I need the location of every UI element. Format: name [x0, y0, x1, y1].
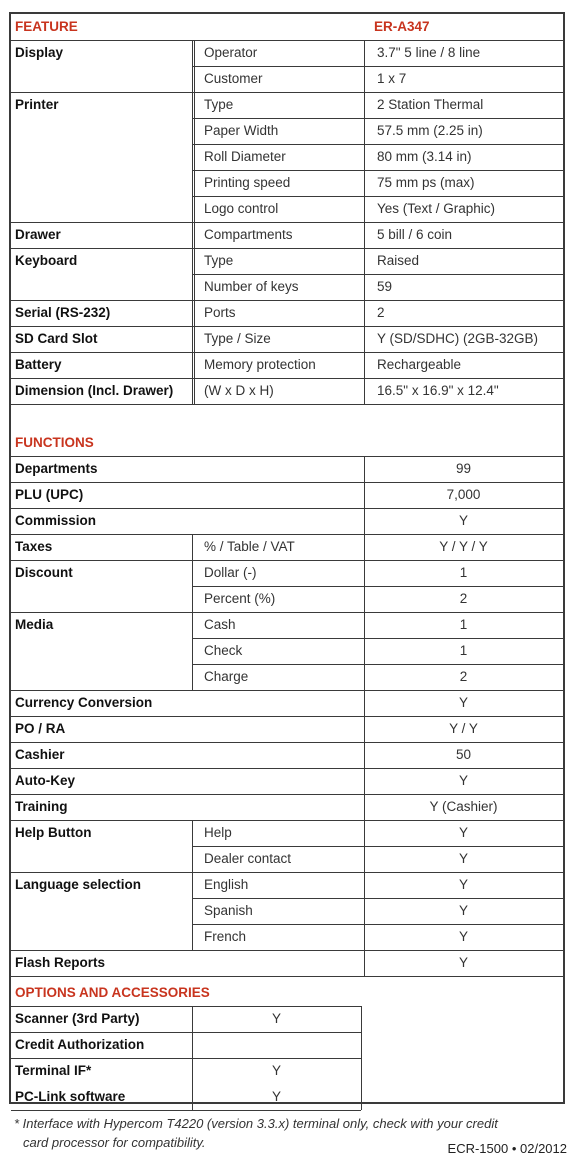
function-attribute: Percent (%): [204, 591, 276, 606]
function-value: Y / Y: [449, 721, 478, 736]
spec-attribute: (W x D x H): [204, 383, 274, 398]
feature-header-label: FEATURE: [15, 19, 78, 34]
row-divider: [192, 664, 563, 665]
column-divider: [364, 612, 365, 690]
function-name: Media: [15, 617, 54, 632]
function-attribute: Charge: [204, 669, 249, 684]
function-name: Discount: [15, 565, 73, 580]
column-divider: [192, 1006, 193, 1110]
column-divider: [364, 768, 365, 794]
row-divider: [192, 898, 563, 899]
function-name: Auto-Key: [15, 773, 75, 788]
function-value: Y: [458, 955, 468, 970]
function-name: Taxes: [15, 539, 53, 554]
spec-value: Yes (Text / Graphic): [377, 201, 496, 216]
functions-header: FUNCTIONS: [15, 435, 94, 450]
spec-feature-name: SD Card Slot: [15, 331, 98, 346]
column-divider: [364, 742, 365, 768]
column-divider: [364, 950, 365, 976]
column-divider: [364, 40, 365, 404]
function-value: 99: [455, 461, 472, 476]
spec-attribute: Memory protection: [204, 357, 316, 372]
function-name: Training: [15, 799, 68, 814]
spec-value: Rechargeable: [377, 357, 462, 372]
function-attribute: Help: [204, 825, 232, 840]
spec-attribute: Roll Diameter: [204, 149, 286, 164]
spec-value: 2 Station Thermal: [377, 97, 484, 112]
spec-value: 5 bill / 6 coin: [377, 227, 453, 242]
option-name: PC-Link software: [15, 1089, 126, 1104]
function-name: Flash Reports: [15, 955, 106, 970]
function-attribute: Cash: [204, 617, 236, 632]
column-divider: [194, 40, 195, 404]
spec-feature-name: Display: [15, 45, 64, 60]
column-divider: [364, 820, 365, 872]
spec-value: 80 mm (3.14 in): [377, 149, 472, 164]
function-name: PO / RA: [15, 721, 66, 736]
column-divider: [364, 456, 365, 482]
function-name: Currency Conversion: [15, 695, 153, 710]
row-divider: [192, 924, 563, 925]
function-attribute: Dealer contact: [204, 851, 292, 866]
spec-value: 3.7" 5 line / 8 line: [377, 45, 481, 60]
function-value: Y: [458, 903, 468, 918]
spec-attribute: Ports: [204, 305, 236, 320]
spec-value: 75 mm ps (max): [377, 175, 475, 190]
spec-attribute: Customer: [204, 71, 263, 86]
document-code: ECR-1500 • 02/2012: [447, 1141, 567, 1156]
option-value: Y: [271, 1011, 281, 1026]
function-value: Y: [458, 877, 468, 892]
spec-attribute: Type: [204, 253, 234, 268]
spec-attribute: Paper Width: [204, 123, 279, 138]
spec-value: 59: [377, 279, 393, 294]
column-divider: [192, 534, 193, 560]
function-attribute: Check: [204, 643, 243, 658]
function-value: 2: [459, 591, 468, 606]
feature-header-model: ER-A347: [374, 19, 430, 34]
option-value: Y: [271, 1089, 281, 1104]
spec-value: Y (SD/SDHC) (2GB-32GB): [377, 331, 539, 346]
option-value: [192, 1032, 361, 1058]
function-value: Y / Y / Y: [439, 539, 488, 554]
column-divider: [192, 612, 193, 690]
spec-attribute: Type / Size: [204, 331, 271, 346]
row-divider: [192, 586, 563, 587]
function-attribute: % / Table / VAT: [204, 539, 295, 554]
row-divider: [192, 638, 563, 639]
row-divider: [11, 404, 563, 405]
function-value: 1: [459, 565, 468, 580]
column-divider: [364, 716, 365, 742]
spec-value: 1 x 7: [377, 71, 407, 86]
function-attribute: Spanish: [204, 903, 253, 918]
function-value: Y (Cashier): [429, 799, 498, 814]
function-value: 1: [459, 617, 468, 632]
column-divider: [364, 508, 365, 534]
function-value: Y: [458, 825, 468, 840]
row-divider: [192, 274, 563, 275]
function-value: 7,000: [446, 487, 481, 502]
footnote-line-1: * Interface with Hypercom T4220 (version 3.3.x) terminal only, check with your credit: [14, 1116, 498, 1131]
column-divider: [192, 40, 193, 404]
function-value: Y: [458, 851, 468, 866]
function-value: Y: [458, 929, 468, 944]
spec-attribute: Type: [204, 97, 234, 112]
function-value: Y: [458, 695, 468, 710]
column-divider: [364, 560, 365, 612]
function-attribute: English: [204, 877, 249, 892]
row-divider: [192, 846, 563, 847]
spec-value: 16.5" x 16.9" x 12.4": [377, 383, 499, 398]
function-name: Departments: [15, 461, 98, 476]
row-divider: [192, 144, 563, 145]
spec-feature-name: Printer: [15, 97, 59, 112]
function-value: 2: [459, 669, 468, 684]
spec-value: 57.5 mm (2.25 in): [377, 123, 483, 138]
spec-feature-name: Serial (RS-232): [15, 305, 111, 320]
column-divider: [361, 1006, 362, 1110]
function-attribute: Dollar (-): [204, 565, 257, 580]
row-divider: [11, 976, 563, 977]
column-divider: [192, 872, 193, 950]
function-attribute: French: [204, 929, 247, 944]
column-divider: [192, 820, 193, 872]
spec-feature-name: Drawer: [15, 227, 61, 242]
spec-feature-name: Keyboard: [15, 253, 78, 268]
spec-attribute: Compartments: [204, 227, 293, 242]
option-name: Credit Authorization: [15, 1037, 145, 1052]
spec-feature-name: Battery: [15, 357, 62, 372]
spec-attribute: Logo control: [204, 201, 279, 216]
column-divider: [364, 482, 365, 508]
column-divider: [364, 872, 365, 950]
column-divider: [364, 534, 365, 560]
function-value: Y: [458, 773, 468, 788]
spec-value: 2: [377, 305, 385, 320]
spec-sheet: [9, 12, 565, 1104]
function-name: Cashier: [15, 747, 65, 762]
row-divider: [192, 118, 563, 119]
column-divider: [364, 690, 365, 716]
option-name: Scanner (3rd Party): [15, 1011, 140, 1026]
row-divider: [192, 196, 563, 197]
row-divider: [192, 66, 563, 67]
spec-attribute: Operator: [204, 45, 258, 60]
footnote-line-2: card processor for compatibility.: [23, 1135, 206, 1150]
function-value: Y: [458, 513, 468, 528]
row-divider: [11, 1110, 361, 1111]
function-value: 50: [455, 747, 472, 762]
function-name: Commission: [15, 513, 97, 528]
spec-feature-name: Dimension (Incl. Drawer): [15, 383, 174, 398]
function-value: 1: [459, 643, 468, 658]
column-divider: [364, 794, 365, 820]
option-value: Y: [271, 1063, 281, 1078]
option-name: Terminal IF*: [15, 1063, 92, 1078]
function-name: Help Button: [15, 825, 92, 840]
spec-attribute: Number of keys: [204, 279, 299, 294]
function-name: PLU (UPC): [15, 487, 84, 502]
column-divider: [192, 560, 193, 612]
function-name: Language selection: [15, 877, 142, 892]
spec-value: Raised: [377, 253, 420, 268]
spec-attribute: Printing speed: [204, 175, 291, 190]
row-divider: [192, 170, 563, 171]
options-header: OPTIONS AND ACCESSORIES: [15, 985, 210, 1000]
